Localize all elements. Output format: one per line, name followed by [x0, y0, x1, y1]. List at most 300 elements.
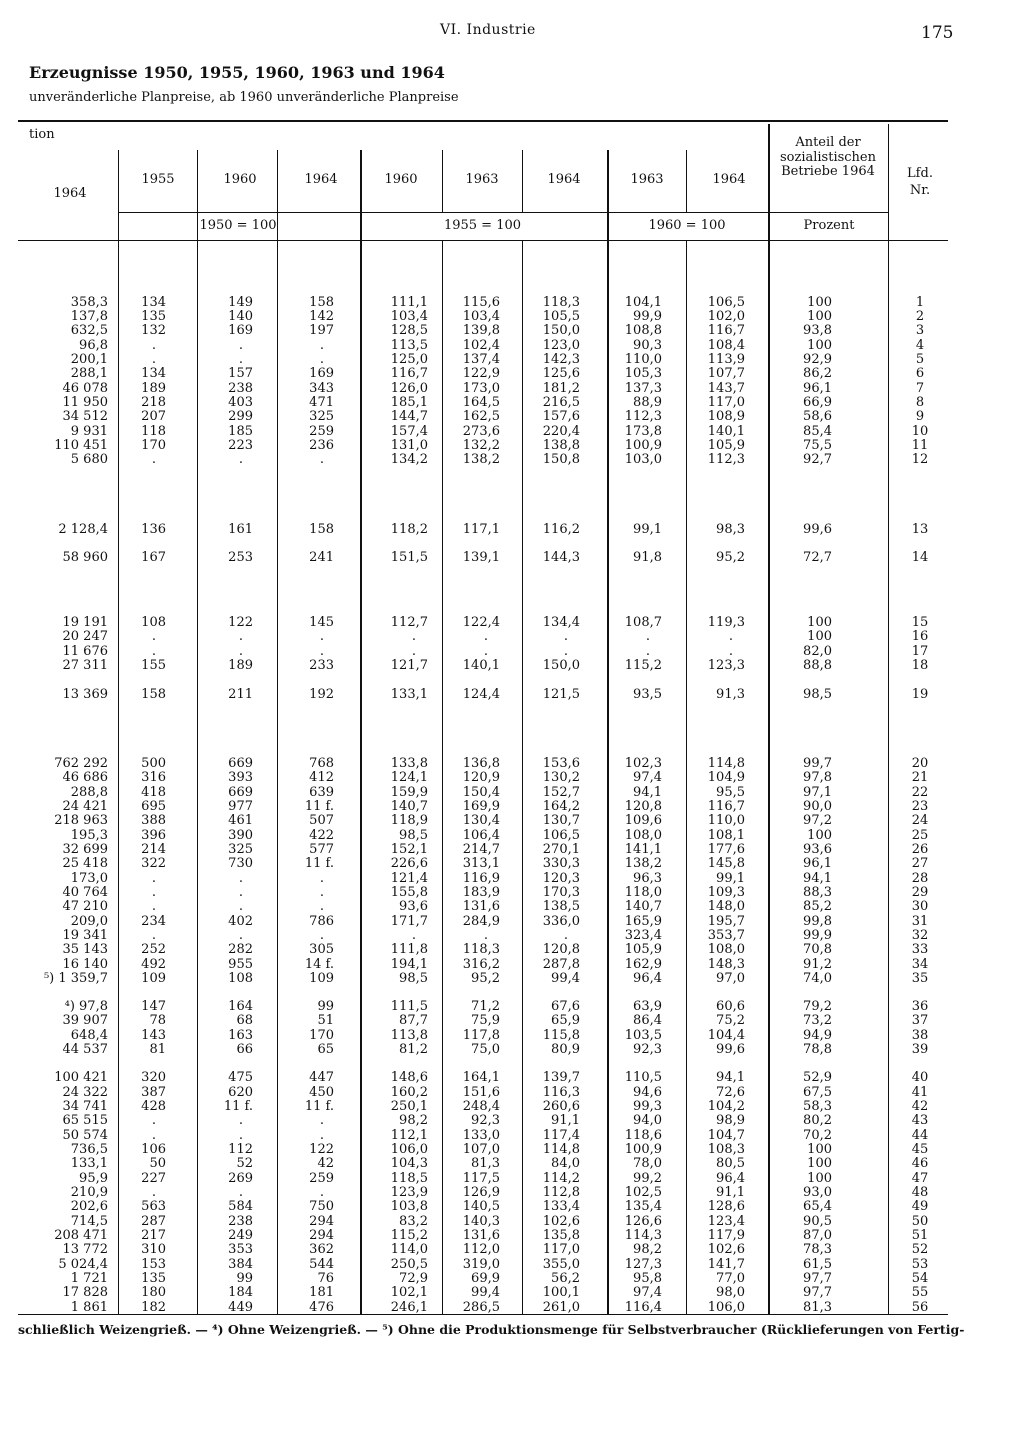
cell-row-number: 41: [911, 1085, 929, 1100]
table-cell: 475: [228, 1070, 253, 1085]
table-cell: 294: [309, 1228, 334, 1243]
table-cell: 98,5: [399, 971, 428, 986]
table-cell: 24 322: [62, 1085, 108, 1100]
table-cell: 80,9: [551, 1042, 580, 1057]
table-cell: 259: [309, 1171, 334, 1186]
table-cell: 500: [141, 756, 166, 771]
table-cell: 117,0: [542, 1242, 580, 1257]
table-cell: 108,7: [624, 615, 662, 630]
table-cell: 94,0: [633, 1113, 662, 1128]
table-cell: 447: [309, 1070, 334, 1085]
table-cell: 170: [309, 1028, 334, 1043]
table-cell: 390: [228, 828, 253, 843]
cell-row-number: 37: [911, 1013, 929, 1028]
column-rule: [686, 150, 687, 212]
table-cell: 632,5: [70, 323, 108, 338]
table-cell: 25 418: [62, 856, 108, 871]
table-cell: 108,1: [707, 828, 745, 843]
table-cell: 114,8: [542, 1142, 580, 1157]
table-cell: 955: [228, 957, 253, 972]
table-cell: 140,7: [390, 799, 428, 814]
table-cell: 103,8: [390, 1199, 428, 1214]
table-cell: .: [319, 352, 325, 367]
table-cell: 118,3: [542, 295, 580, 310]
table-cell: 99: [236, 1271, 253, 1286]
table-cell: 80,5: [716, 1156, 745, 1171]
table-cell: .: [238, 644, 244, 659]
table-cell: 111,1: [390, 295, 428, 310]
table-cell: .: [151, 871, 157, 886]
table-cell: 99,6: [803, 522, 832, 537]
table-cell: 140,1: [707, 424, 745, 439]
table-cell: 115,8: [542, 1028, 580, 1043]
table-cell: 197: [309, 323, 334, 338]
table-cell: .: [483, 644, 489, 659]
cell-row-number: 29: [911, 885, 929, 900]
table-cell: 141,1: [624, 842, 662, 857]
table-cell: 78: [149, 1013, 166, 1028]
table-cell: 147: [141, 999, 166, 1014]
table-cell: 162,5: [462, 409, 500, 424]
table-cell: 70,2: [803, 1128, 832, 1143]
table-cell: 94,1: [803, 871, 832, 886]
table-cell: 151,5: [390, 550, 428, 565]
table-cell: 120,9: [462, 770, 500, 785]
table-cell: 250,5: [390, 1257, 428, 1272]
table-cell: 117,0: [707, 395, 745, 410]
table-cell: 288,1: [70, 366, 108, 381]
table-cell: 210,9: [70, 1185, 108, 1200]
table-cell: 106,0: [390, 1142, 428, 1157]
table-cell: 96,3: [633, 871, 662, 886]
table-cell: 150,0: [542, 323, 580, 338]
table-cell: 112,3: [707, 452, 745, 467]
table-cell: 189: [141, 381, 166, 396]
table-cell: 102,6: [707, 1242, 745, 1257]
table-cell: 93,6: [399, 899, 428, 914]
table-cell: 2 128,4: [58, 522, 108, 537]
table-cell: 209,0: [70, 914, 108, 929]
table-cell: 117,1: [462, 522, 500, 537]
table-cell: 13 772: [62, 1242, 108, 1257]
table-cell: 130,4: [462, 813, 500, 828]
table-cell: 106,5: [542, 828, 580, 843]
table-cell: 108: [228, 971, 253, 986]
table-cell: .: [728, 629, 734, 644]
table-cell: .: [151, 899, 157, 914]
table-cell: 138,5: [542, 899, 580, 914]
table-cell: .: [238, 928, 244, 943]
cell-row-number: 52: [911, 1242, 929, 1257]
table-cell: 119,3: [707, 615, 745, 630]
table-cell: 181,2: [542, 381, 580, 396]
table-cell: 11 f.: [223, 1099, 253, 1114]
cell-row-number: 3: [915, 323, 925, 338]
table-cell: 422: [309, 828, 334, 843]
table-cell: 75,2: [716, 1013, 745, 1028]
table-cell: 287: [141, 1214, 166, 1229]
table-cell: .: [238, 452, 244, 467]
table-cell: 98,0: [716, 1285, 745, 1300]
table-cell: 97,2: [803, 813, 832, 828]
table-cell: 159,9: [390, 785, 428, 800]
table-cell: 108: [141, 615, 166, 630]
table-cell: 91,2: [803, 957, 832, 972]
table-cell: 70,8: [803, 942, 832, 957]
table-cell: 104,1: [624, 295, 662, 310]
table-cell: 88,8: [803, 658, 832, 673]
table-cell: 396: [141, 828, 166, 843]
table-cell: 102,3: [624, 756, 662, 771]
table-cell: 63,9: [633, 999, 662, 1014]
table-cell: 86,4: [633, 1013, 662, 1028]
header-year: 1960: [223, 172, 257, 187]
table-cell: .: [151, 452, 157, 467]
table-cell: 305: [309, 942, 334, 957]
table-cell: 103,5: [624, 1028, 662, 1043]
table-cell: 24 421: [62, 799, 108, 814]
table-cell: 100: [807, 1171, 832, 1186]
table-cell: 148,6: [390, 1070, 428, 1085]
table-cell: 164,5: [462, 395, 500, 410]
table-cell: 92,9: [803, 352, 832, 367]
table-cell: 113,5: [390, 338, 428, 353]
table-cell: 75,5: [803, 438, 832, 453]
table-cell: 136: [141, 522, 166, 537]
table-cell: 121,5: [542, 687, 580, 702]
table-cell: 139,1: [462, 550, 500, 565]
table-cell: 122,4: [462, 615, 500, 630]
table-cell: 192: [309, 687, 334, 702]
table-cell: 132,2: [462, 438, 500, 453]
table-cell: 139,8: [462, 323, 500, 338]
cell-row-number: 31: [911, 914, 929, 929]
table-cell: 44 537: [62, 1042, 108, 1057]
table-cell: 65: [317, 1042, 334, 1057]
table-cell: 140: [228, 309, 253, 324]
table-cell: .: [319, 928, 325, 943]
table-cell: .: [151, 644, 157, 659]
table-cell: 130,2: [542, 770, 580, 785]
table-cell: 216,5: [542, 395, 580, 410]
table-cell: 72,7: [803, 550, 832, 565]
cell-row-number: 5: [915, 352, 925, 367]
table-cell: 100: [807, 338, 832, 353]
header-unit: Prozent: [803, 218, 855, 233]
table-cell: 94,1: [716, 1070, 745, 1085]
table-cell: 714,5: [70, 1214, 108, 1229]
table-cell: 135: [141, 309, 166, 324]
table-cell: 74,0: [803, 971, 832, 986]
table-cell: 99: [317, 999, 334, 1014]
table-cell: 60,6: [716, 999, 745, 1014]
table-cell: 118,5: [390, 1171, 428, 1186]
table-cell: 393: [228, 770, 253, 785]
table-cell: 135,4: [624, 1199, 662, 1214]
table-cell: 330,3: [542, 856, 580, 871]
table-cell: 122: [309, 1142, 334, 1157]
table-cell: 93,8: [803, 323, 832, 338]
table-cell: 94,9: [803, 1028, 832, 1043]
table-cell: 123,9: [390, 1185, 428, 1200]
table-cell: 355,0: [542, 1257, 580, 1272]
cell-row-number: 17: [911, 644, 929, 659]
table-cell: .: [728, 644, 734, 659]
table-cell: 170: [141, 438, 166, 453]
table-cell: 106,0: [707, 1300, 745, 1315]
table-cell: 246,1: [390, 1300, 428, 1315]
table-cell: .: [151, 338, 157, 353]
table-cell: 113,9: [707, 352, 745, 367]
table-cell: 104,2: [707, 1099, 745, 1114]
table-cell: 238: [228, 1214, 253, 1229]
table-cell: 16 140: [62, 957, 108, 972]
column-rule: [888, 124, 889, 1314]
table-cell: 768: [309, 756, 334, 771]
table-cell: 145,8: [707, 856, 745, 871]
footnote: schließlich Weizengrieß. — ⁴) Ohne Weizengrieß. — ⁵) Ohne die Produktionsmenge für Selbstverbraucher (Rücklieferungen von Fertig-: [18, 1322, 965, 1337]
table-cell: 39 907: [62, 1013, 108, 1028]
table-cell: 669: [228, 756, 253, 771]
table-cell: 104,7: [707, 1128, 745, 1143]
table-cell: 73,2: [803, 1013, 832, 1028]
cell-row-number: 28: [911, 871, 929, 886]
table-cell: 234: [141, 914, 166, 929]
column-rule: [442, 150, 443, 212]
cell-row-number: 55: [911, 1285, 929, 1300]
table-cell: 11 f.: [304, 856, 334, 871]
table-cell: 223: [228, 438, 253, 453]
table-cell: 71,2: [471, 999, 500, 1014]
table-cell: 153: [141, 1257, 166, 1272]
table-cell: 182: [141, 1300, 166, 1315]
table-cell: 46 078: [62, 381, 108, 396]
table-cell: 153,6: [542, 756, 580, 771]
table-cell: 428: [141, 1099, 166, 1114]
table-cell: 131,6: [462, 1228, 500, 1243]
table-cell: 79,2: [803, 999, 832, 1014]
table-cell: 259: [309, 424, 334, 439]
table-cell: 103,4: [462, 309, 500, 324]
table-cell: 157,6: [542, 409, 580, 424]
table-cell: 402: [228, 914, 253, 929]
table-cell: .: [151, 352, 157, 367]
table-cell: 639: [309, 785, 334, 800]
table-cell: 152,1: [390, 842, 428, 857]
table-cell: 114,8: [707, 756, 745, 771]
table-cell: 112,8: [542, 1185, 580, 1200]
table-cell: 97,7: [803, 1271, 832, 1286]
cell-row-number: 26: [911, 842, 929, 857]
cell-row-number: 11: [911, 438, 929, 453]
table-cell: 102,4: [462, 338, 500, 353]
table-cell: 9 931: [70, 424, 108, 439]
table-cell: 100: [807, 1142, 832, 1157]
table-cell: 100 421: [54, 1070, 108, 1085]
table-cell: 353: [228, 1242, 253, 1257]
cell-row-number: 53: [911, 1257, 929, 1272]
table-cell: 195,3: [70, 828, 108, 843]
table-cell: .: [238, 338, 244, 353]
table-cell: .: [238, 1128, 244, 1143]
table-cell: 78,8: [803, 1042, 832, 1057]
table-cell: 287,8: [542, 957, 580, 972]
table-cell: 669: [228, 785, 253, 800]
table-cell: 104,4: [707, 1028, 745, 1043]
table-cell: 95,9: [79, 1171, 108, 1186]
table-cell: 137,8: [70, 309, 108, 324]
table-cell: 56,2: [551, 1271, 580, 1286]
table-cell: 118,6: [624, 1128, 662, 1143]
table-cell: 128,5: [390, 323, 428, 338]
table-cell: 109,3: [707, 885, 745, 900]
cell-row-number: 51: [911, 1228, 929, 1243]
table-cell: 170,3: [542, 885, 580, 900]
table-cell: 157,4: [390, 424, 428, 439]
table-cell: 173,0: [462, 381, 500, 396]
table-cell: 100: [807, 295, 832, 310]
table-cell: 61,5: [803, 1257, 832, 1272]
table-cell: 121,4: [390, 871, 428, 886]
table-cell: 50: [149, 1156, 166, 1171]
table-cell: .: [151, 1185, 157, 1200]
table-cell: 233: [309, 658, 334, 673]
header-share: Anteil der sozialistischen Betriebe 1964: [779, 135, 876, 179]
table-cell: 134,2: [390, 452, 428, 467]
table-cell: 58,6: [803, 409, 832, 424]
table-cell: 109: [141, 971, 166, 986]
table-cell: 58,3: [803, 1099, 832, 1114]
table-cell: 34 741: [62, 1099, 108, 1114]
table-cell: .: [151, 885, 157, 900]
table-cell: 122: [228, 615, 253, 630]
table-cell: 116,7: [707, 799, 745, 814]
table-cell: 133,1: [70, 1156, 108, 1171]
table-cell: 78,0: [633, 1156, 662, 1171]
cell-row-number: 19: [911, 687, 929, 702]
table-cell: 100,1: [542, 1285, 580, 1300]
table-cell: 116,2: [542, 522, 580, 537]
table-cell: 286,5: [462, 1300, 500, 1315]
table-cell: 116,7: [707, 323, 745, 338]
table-cell: 139,7: [542, 1070, 580, 1085]
table-cell: 226,6: [390, 856, 428, 871]
cell-row-number: 27: [911, 856, 929, 871]
table-cell: 112,7: [390, 615, 428, 630]
table-cell: 250,1: [390, 1099, 428, 1114]
table-cell: 96,4: [716, 1171, 745, 1186]
table-cell: 227: [141, 1171, 166, 1186]
table-cell: 388: [141, 813, 166, 828]
table-cell: 118,9: [390, 813, 428, 828]
table-cell: .: [563, 644, 569, 659]
table-cell: .: [238, 352, 244, 367]
table-cell: 75,9: [471, 1013, 500, 1028]
table-cell: 241: [309, 550, 334, 565]
cell-row-number: 47: [911, 1171, 929, 1186]
header-lfd: Lfd. Nr.: [907, 166, 933, 198]
table-cell: 403: [228, 395, 253, 410]
table-cell: 131,0: [390, 438, 428, 453]
table-cell: 103,4: [390, 309, 428, 324]
table-cell: 114,2: [542, 1171, 580, 1186]
table-cell: 120,8: [624, 799, 662, 814]
table-cell: 238: [228, 381, 253, 396]
table-cell: 134: [141, 366, 166, 381]
table-cell: 319,0: [462, 1257, 500, 1272]
cell-row-number: 9: [915, 409, 925, 424]
table-cell: 207: [141, 409, 166, 424]
cell-row-number: 8: [915, 395, 925, 410]
cell-row-number: 56: [911, 1300, 929, 1315]
table-cell: 93,5: [633, 687, 662, 702]
table-cell: ⁵) 1 359,7: [43, 971, 108, 986]
table-cell: 325: [228, 842, 253, 857]
table-cell: 140,1: [462, 658, 500, 673]
cell-row-number: 45: [911, 1142, 929, 1157]
table-cell: 152,7: [542, 785, 580, 800]
cell-row-number: 20: [911, 756, 929, 771]
table-cell: 86,2: [803, 366, 832, 381]
table-cell: 99,9: [633, 309, 662, 324]
table-cell: 65,4: [803, 1199, 832, 1214]
table-cell: 322: [141, 856, 166, 871]
table-cell: 97,4: [633, 770, 662, 785]
table-cell: 162,9: [624, 957, 662, 972]
table-cell: 248,4: [462, 1099, 500, 1114]
table-cell: 87,0: [803, 1228, 832, 1243]
table-cell: 164: [228, 999, 253, 1014]
header-base-1950: 1950 = 100: [199, 218, 277, 233]
table-cell: 118,0: [624, 885, 662, 900]
table-cell: 116,3: [542, 1085, 580, 1100]
table-cell: 95,2: [471, 971, 500, 986]
table-cell: 87,7: [399, 1013, 428, 1028]
table-cell: 118: [141, 424, 166, 439]
table-cell: 90,3: [633, 338, 662, 353]
cell-row-number: 36: [911, 999, 929, 1014]
table-cell: 117,5: [462, 1171, 500, 1186]
table-cell: 76: [317, 1271, 334, 1286]
table-cell: 126,6: [624, 1214, 662, 1229]
cell-row-number: 54: [911, 1271, 929, 1286]
table-cell: 134: [141, 295, 166, 310]
table-cell: 165,9: [624, 914, 662, 929]
table-cell: 284,9: [462, 914, 500, 929]
table-cell: 140,5: [462, 1199, 500, 1214]
table-cell: 116,7: [390, 366, 428, 381]
table-cell: 336,0: [542, 914, 580, 929]
cell-row-number: 40: [911, 1070, 929, 1085]
table-cell: 977: [228, 799, 253, 814]
table-cell: .: [238, 1185, 244, 1200]
table-cell: 184: [228, 1285, 253, 1300]
table-cell: 358,3: [70, 295, 108, 310]
table-cell: 50 574: [62, 1128, 108, 1143]
table-cell: 100: [807, 309, 832, 324]
table-cell: 97,1: [803, 785, 832, 800]
table-cell: 11 950: [62, 395, 108, 410]
table-cell: 127,3: [624, 1257, 662, 1272]
table-cell: 108,3: [707, 1142, 745, 1157]
table-cell: 112,0: [462, 1242, 500, 1257]
table-cell: 96,1: [803, 856, 832, 871]
table-cell: 211: [228, 687, 253, 702]
cell-row-number: 16: [911, 629, 929, 644]
table-cell: 143: [141, 1028, 166, 1043]
table-cell: 507: [309, 813, 334, 828]
table-cell: 102,1: [390, 1285, 428, 1300]
